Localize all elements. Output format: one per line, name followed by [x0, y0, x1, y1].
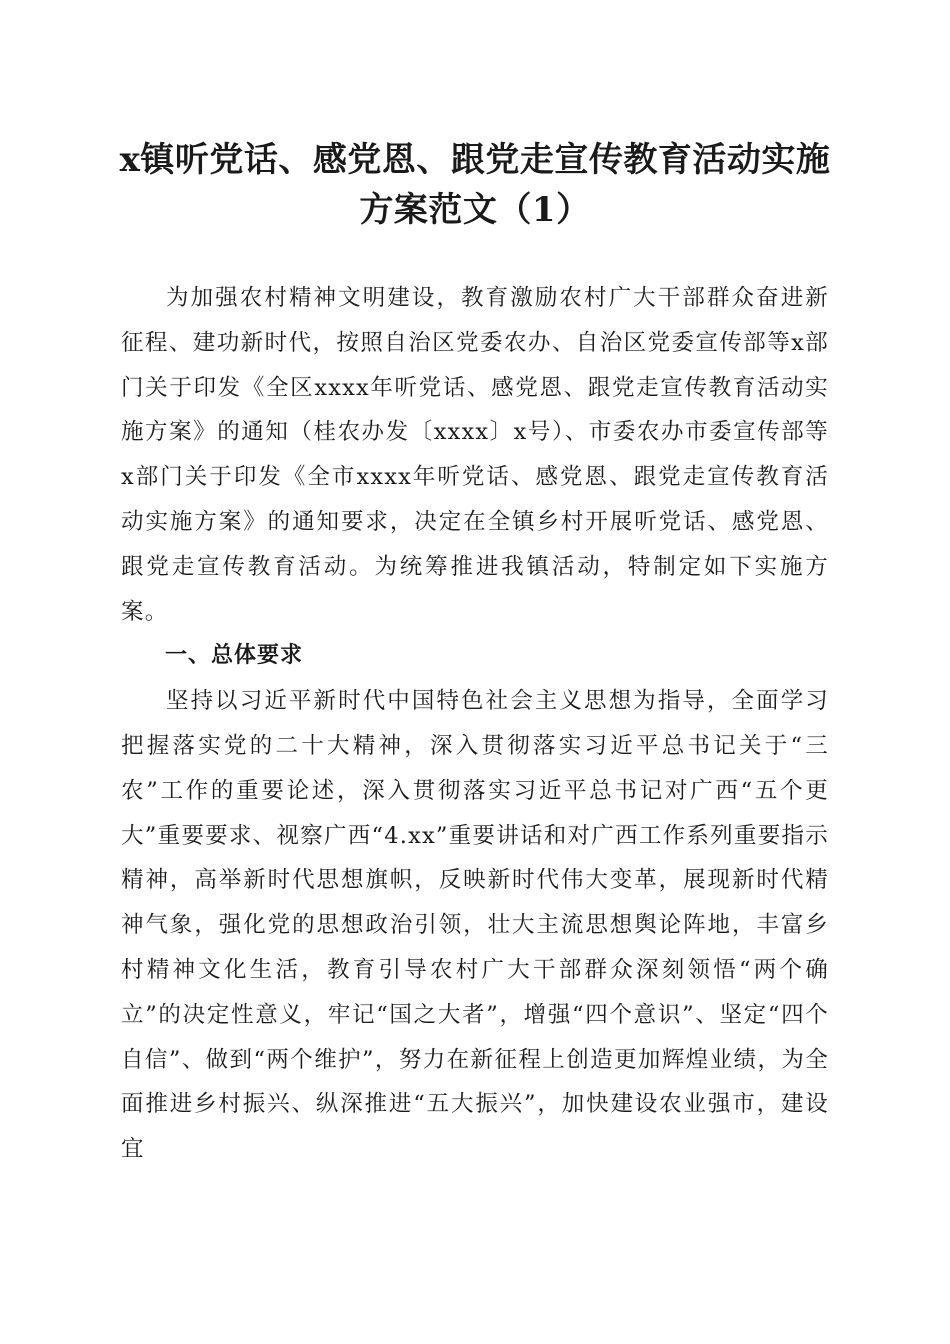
document-title: x镇听党话、感党恩、跟党走宣传教育活动实施方案范文（1）: [119, 140, 831, 230]
section-paragraph: 坚持以习近平新时代中国特色社会主义思想为指导，全面学习把握落实党的二十大精神，深入贯彻落实习近平总书记关于“三农”工作的重要论述，深入贯彻落实习近平总书记对广西“五个更大”重要要求、视察广西“4.xx”重要讲话和对广西工作系列重要指示精神，高举新时代思想旗帜，反映新时代伟大变革，展现新时代精神气象，强化党的思想政治引领，壮大主流思想舆论阵地，丰富乡村精神文化生活，教育引导农村广大干部群众深刻领悟“两个确立”的决定性意义，牢记“国之大者”，增强“四个意识”、坚定“四个自信”、做到“两个维护”，努力在新征程上创造更加辉煌业绩，为全面推进乡村振兴、纵深推进“五大振兴”，加快建设农业强市，建设宜: [121, 688, 829, 1163]
document-body: [121, 276, 829, 1172]
intro-paragraph: 为加强农村精神文明建设，教育激励农村广大干部群众奋进新征程、建功新时代，按照自治区党委农办、自治区党委宣传部等x部门关于印发《全区xxxx年听党话、感党恩、跟党走宣传教育活动实施方案》的通知（桂农办发〔xxxx〕x号）、市委农办市委宣传部等x部门关于印发《全市xxxx年听党话、感党恩、跟党走宣传教育活动实施方案》的通知要求，决定在全镇乡村开展听党话、感党恩、跟党走宣传教育活动。为统筹推进我镇活动，特制定如下实施方案。: [121, 285, 829, 625]
section-heading: 一、总体要求: [165, 643, 304, 669]
